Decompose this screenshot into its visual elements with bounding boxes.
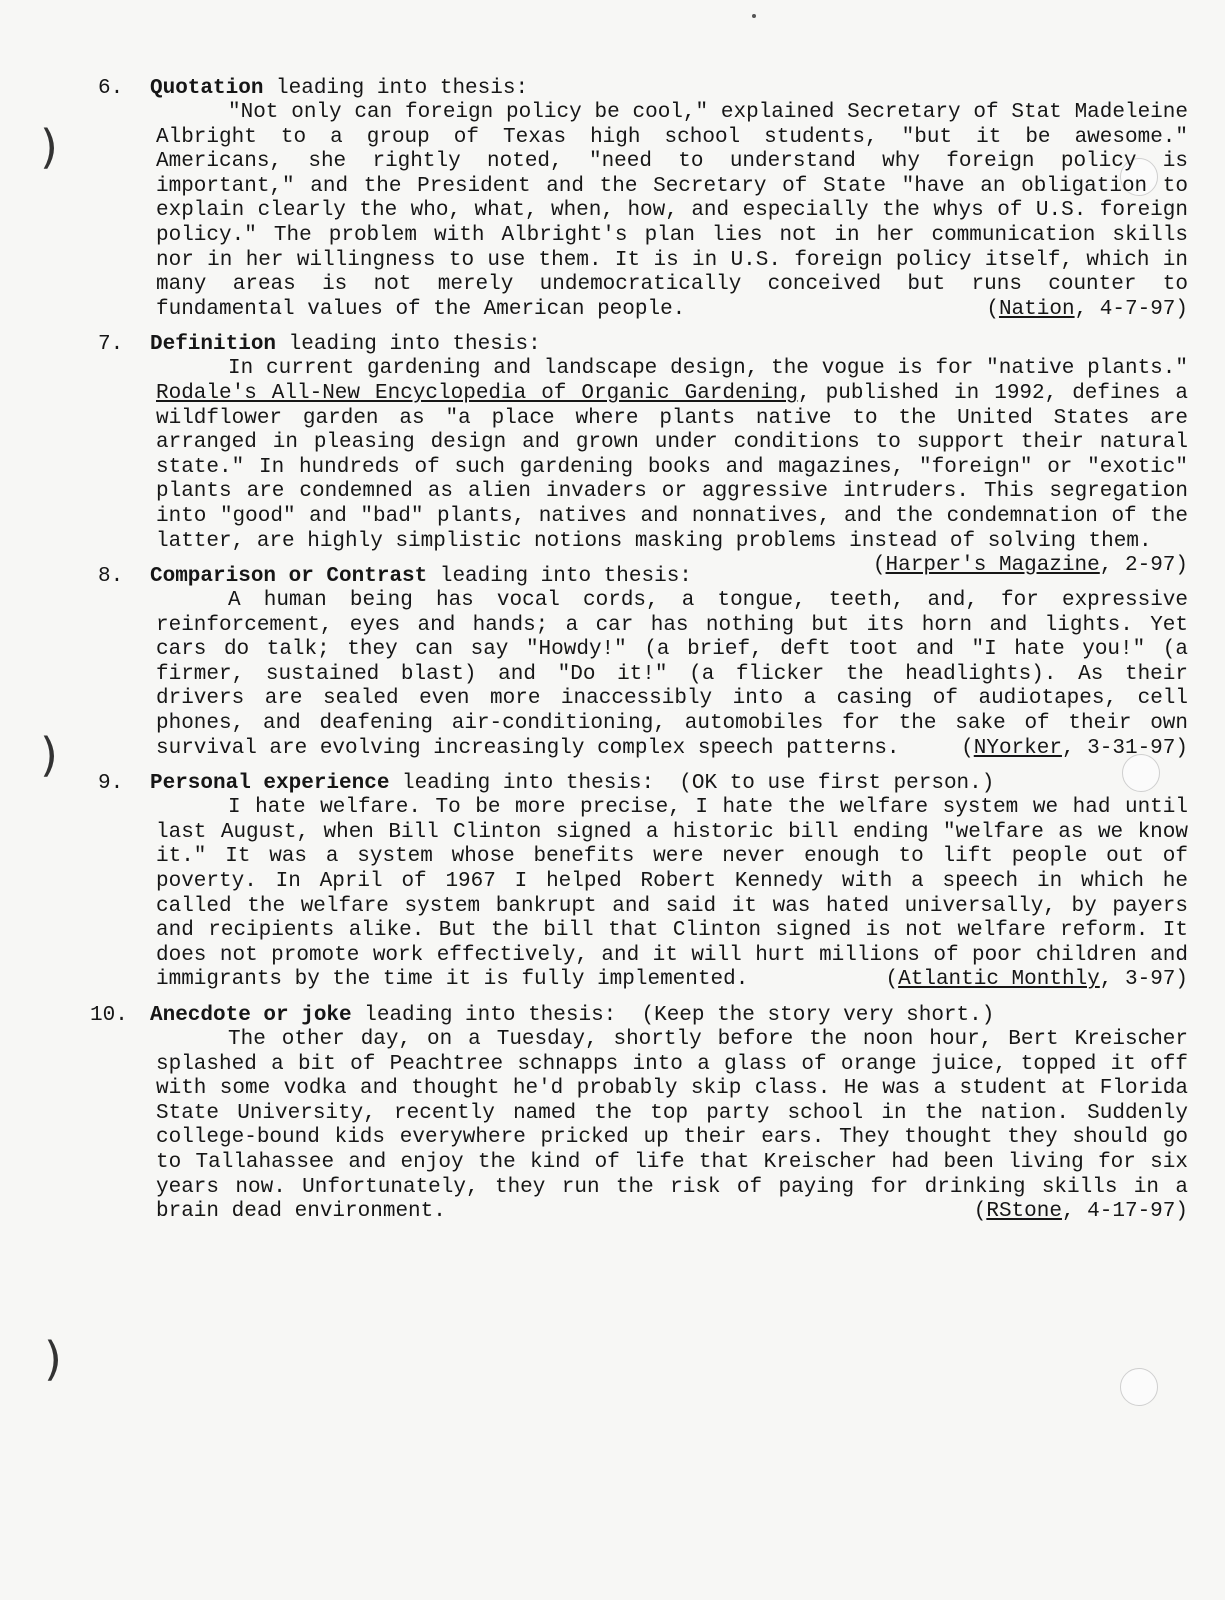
list-item <box>90 1003 1188 1225</box>
citation-source: NYorker <box>973 736 1062 760</box>
citation-source: Nation <box>998 297 1075 321</box>
citation-date: , 4-17-97) <box>1061 1200 1188 1224</box>
citation: (Nation, 4-7-97) <box>986 297 1188 321</box>
section-number: 7. <box>98 333 124 357</box>
section-label: Comparison or Contrast <box>150 565 428 589</box>
margin-bracket-1: ) <box>40 120 58 174</box>
section-label: Anecdote or joke <box>150 1004 352 1027</box>
section-body <box>156 101 1188 322</box>
body-text: "Not only can foreign policy be cool," explained Secretary of Stat Madeleine Albright to a group of Texas high school students, "but it be awesome." Americans, she rightly noted, "need to understand why foreign policy is important," and the President and the Secretary of State "have an obligation to explain clearly the who, what, when, how, and especially the whys of U.S. foreign policy." The problem with Albright's plan lies not in her communication skills nor in her willingness to use them. It is in U.S. foreign policy itself, which in many areas is not merely undemocratically conceived but runs counter to fundamental values of the American people. <box>156 101 1188 321</box>
section-heading <box>98 771 1188 796</box>
section-label: Quotation <box>150 77 264 100</box>
body-text: A human being has vocal cords, a tongue, teeth, and, for expressive reinforcement, eyes and hands; a car has nothing but its horn and lights. Yet cars do talk; they can say "Howdy!" (a brief, deft toot and "I hate you!" (a firmer, sustained blast) and "Do it!" (a flicker the headlights). As their drivers are sealed even more inaccessibly into a casing of audiotapes, cell phones, and deafening air-conditioning, automobiles for the sake of their own survival are evolving increasingly complex speech patterns. <box>156 589 1188 760</box>
section-heading <box>98 332 1188 357</box>
body-text-intro: In current gardening and landscape design, the vogue is for "native plants." <box>228 357 1188 381</box>
list-item <box>98 564 1188 761</box>
speck <box>752 14 756 18</box>
citation-date: , 3-97) <box>1099 968 1188 992</box>
citation-date: , 3-31-97) <box>1061 736 1188 760</box>
section-subtitle: leading into thesis: <box>263 77 529 100</box>
citation-source: Harper's Magazine <box>885 554 1100 578</box>
citation-date: , 4-7-97) <box>1074 297 1188 321</box>
section-subtitle: leading into thesis: (Keep the story very short.) <box>351 1004 995 1027</box>
citation: (Atlantic Monthly, 3-97) <box>885 968 1188 992</box>
section-label: Definition <box>150 333 277 357</box>
section-subtitle: leading into thesis: <box>427 565 692 589</box>
body-text: , published in 1992, defines a wildflower garden as "a place where plants native to the United States are arranged in pleasing design and grown under conditions to support their natural state." In hundreds of such gardening books and magazines, "foreign" or "exotic" plants are condemned as alien invaders or aggressive intruders. This segregation into "good" and "bad" plants, natives and nonnatives, and the condemnation of the latter, are highly simplistic notions masking problems instead of solving them. <box>156 381 1189 553</box>
section-number: 6. <box>98 77 124 100</box>
book-title: Rodale's All-New Encyclopedia of Organic Gardening <box>156 381 799 405</box>
citation: (Harper's Magazine, 2-97) <box>872 554 1188 578</box>
section-heading <box>98 76 1188 101</box>
list-item <box>98 771 1188 993</box>
citation-source: RStone <box>986 1200 1062 1224</box>
section-label: Personal experience <box>150 772 390 796</box>
section-body <box>156 796 1188 993</box>
thesis-examples-list <box>90 76 1189 1235</box>
citation-source: Atlantic Monthly <box>898 968 1100 992</box>
section-heading <box>90 1003 1188 1028</box>
citation: (RStone, 4-17-97) <box>973 1200 1188 1224</box>
section-subtitle: leading into thesis: <box>276 333 541 357</box>
margin-bracket-3: ) <box>44 1332 62 1386</box>
margin-bracket-2: ) <box>40 728 58 782</box>
body-text: The other day, on a Tuesday, shortly before the noon hour, Bert Kreischer splashed a bit of Peachtree schnapps into a glass of orange juice, topped it off with some vodka and thought he'd probably skip class. He was a student at Florida State University, recently named the top party school in the nation. Suddenly college-bound kids everywhere pricked up their ears. They thought they should go to Tallahassee and enjoy the kind of life that Kreischer had been living for six years now. Unfortunately, they run the risk of paying for drinking skills in a brain dead environment. <box>156 1028 1188 1224</box>
section-subtitle: leading into thesis: (OK to use first person.) <box>389 772 995 796</box>
section-body <box>156 1028 1188 1225</box>
citation: (NYorker, 3-31-97) <box>961 736 1188 760</box>
section-body <box>156 589 1188 761</box>
list-item <box>98 76 1188 322</box>
section-number: 8. <box>98 565 124 589</box>
section-number: 10. <box>90 1004 128 1027</box>
section-number: 9. <box>98 772 124 796</box>
punch-hole-3 <box>1120 1368 1158 1406</box>
citation-date: , 2-97) <box>1099 554 1188 578</box>
body-text: I hate welfare. To be more precise, I hate the welfare system we had until last August, when Bill Clinton signed a historic bill ending "welfare as we know it." It was a system whose benefits were never enough to lift people out of poverty. In April of 1967 I helped Robert Kennedy with a speech in which he called the welfare system bankrupt and said it was hated universally, by payers and recipients alike. But the bill that Clinton signed is not welfare reform. It does not promote work effectively, and it will hurt millions of poor children and immigrants by the time it is fully implemented. <box>156 796 1188 992</box>
